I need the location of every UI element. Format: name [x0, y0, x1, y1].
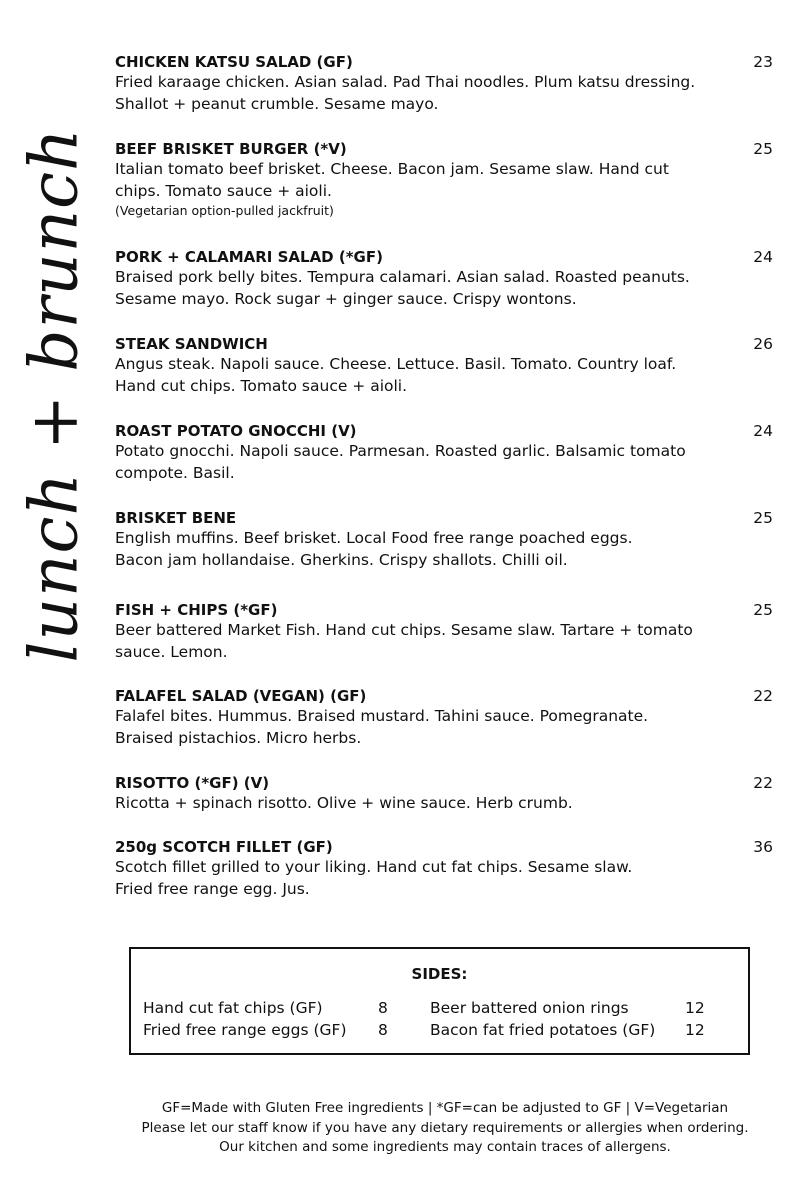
footer-allergy-note: Please let our staff know if you have any dietary requirements or allergies when ordering. — [141, 1119, 749, 1136]
item-price: 26 — [753, 335, 773, 353]
item-price: 23 — [753, 53, 773, 71]
item-name: CHICKEN KATSU SALAD (GF) — [115, 53, 353, 71]
item-name: FISH + CHIPS (*GF) — [115, 601, 278, 619]
side-item-price: 8 — [378, 1021, 388, 1039]
menu-item-steak-sandwich — [115, 334, 775, 397]
item-price: 25 — [753, 601, 773, 619]
side-item-price: 8 — [378, 999, 388, 1017]
item-name: STEAK SANDWICH — [115, 335, 268, 353]
item-description-line: Bacon jam hollandaise. Gherkins. Crispy shallots. Chilli oil. — [115, 550, 568, 569]
item-description-line: Ricotta + spinach risotto. Olive + wine sauce. Herb crumb. — [115, 794, 573, 812]
item-description-line: Hand cut chips. Tomato sauce + aioli. — [115, 376, 408, 395]
dietary-footer — [60, 1099, 800, 1158]
item-price: 22 — [753, 687, 773, 705]
menu-item-beef-brisket-burger — [115, 139, 775, 220]
item-description — [115, 528, 760, 571]
side-item-name: Bacon fat fried potatoes (GF) — [430, 1021, 656, 1039]
item-description-line: Fried free range egg. Jus. — [115, 879, 310, 898]
side-item-price: 12 — [685, 1021, 705, 1039]
item-description-line: Italian tomato beef brisket. Cheese. Bacon jam. Sesame slaw. Hand cut — [115, 160, 669, 178]
item-description — [115, 267, 760, 310]
item-name: FALAFEL SALAD (VEGAN) (GF) — [115, 687, 367, 705]
item-description-line: compote. Basil. — [115, 463, 235, 482]
menu-section-title — [15, 127, 93, 663]
menu-item-risotto — [115, 773, 775, 815]
item-description — [115, 857, 760, 900]
menu-item-brisket-bene — [115, 508, 775, 571]
item-note: (Vegetarian option-pulled jackfruit) — [115, 203, 334, 218]
menu-item-roast-potato-gnocchi — [115, 421, 775, 484]
item-description-line: Sesame mayo. Rock sugar + ginger sauce. Crispy wontons. — [115, 289, 577, 308]
item-description-line: Scotch fillet grilled to your liking. Hand cut fat chips. Sesame slaw. — [115, 858, 633, 876]
menu-item-chicken-katsu-salad — [115, 52, 775, 115]
sides-box — [129, 947, 750, 1055]
item-price: 25 — [753, 509, 773, 527]
item-price: 36 — [753, 838, 773, 856]
item-name: RISOTTO (*GF) (V) — [115, 774, 270, 792]
item-price: 24 — [753, 248, 773, 266]
item-description-line: sauce. Lemon. — [115, 642, 228, 661]
item-price: 25 — [753, 140, 773, 158]
item-name: ROAST POTATO GNOCCHI (V) — [115, 422, 357, 440]
item-name: PORK + CALAMARI SALAD (*GF) — [115, 248, 383, 266]
item-description-line: chips. Tomato sauce + aioli. — [115, 181, 332, 200]
footer-legend: GF=Made with Gluten Free ingredients | *GF=can be adjusted to GF | V=Vegetarian — [161, 1100, 729, 1116]
item-description — [115, 706, 760, 749]
item-description — [115, 159, 760, 220]
item-description-line: Braised pistachios. Micro herbs. — [115, 728, 362, 747]
side-item-name: Beer battered onion rings — [430, 999, 629, 1017]
item-description-line: Braised pork belly bites. Tempura calamari. Asian salad. Roasted peanuts. — [115, 268, 690, 286]
sides-title: SIDES: — [411, 965, 468, 983]
item-description-line: English muffins. Beef brisket. Local Food free range poached eggs. — [115, 529, 633, 547]
footer-traces-note: Our kitchen and some ingredients may contain traces of allergens. — [219, 1139, 671, 1155]
item-description-line: Shallot + peanut crumble. Sesame mayo. — [115, 94, 439, 113]
item-description — [115, 793, 760, 815]
item-description — [115, 354, 760, 397]
side-item-price: 12 — [685, 999, 705, 1017]
menu-item-scotch-fillet — [115, 837, 775, 900]
item-price: 24 — [753, 422, 773, 440]
item-description-line: Fried karaage chicken. Asian salad. Pad Thai noodles. Plum katsu dressing. — [115, 73, 696, 91]
menu-section-title-text: lunch + brunch — [15, 127, 93, 663]
item-name: 250g SCOTCH FILLET (GF) — [115, 838, 333, 856]
menu-item-pork-calamari-salad — [115, 247, 775, 310]
item-description-line: Falafel bites. Hummus. Braised mustard. Tahini sauce. Pomegranate. — [115, 707, 649, 725]
menu-item-fish-chips — [115, 600, 775, 663]
item-description — [115, 620, 760, 663]
item-description — [115, 72, 760, 115]
item-description-line: Angus steak. Napoli sauce. Cheese. Lettuce. Basil. Tomato. Country loaf. — [115, 355, 677, 373]
item-name: BEEF BRISKET BURGER (*V) — [115, 140, 347, 158]
item-description-line: Beer battered Market Fish. Hand cut chips. Sesame slaw. Tartare + tomato — [115, 621, 693, 639]
item-price: 22 — [753, 774, 773, 792]
side-item-name: Fried free range eggs (GF) — [143, 1021, 347, 1039]
item-description — [115, 441, 760, 484]
menu-item-falafel-salad — [115, 686, 775, 749]
item-description-line: Potato gnocchi. Napoli sauce. Parmesan. Roasted garlic. Balsamic tomato — [115, 442, 686, 460]
item-name: BRISKET BENE — [115, 509, 237, 527]
side-item-name: Hand cut fat chips (GF) — [143, 999, 323, 1017]
